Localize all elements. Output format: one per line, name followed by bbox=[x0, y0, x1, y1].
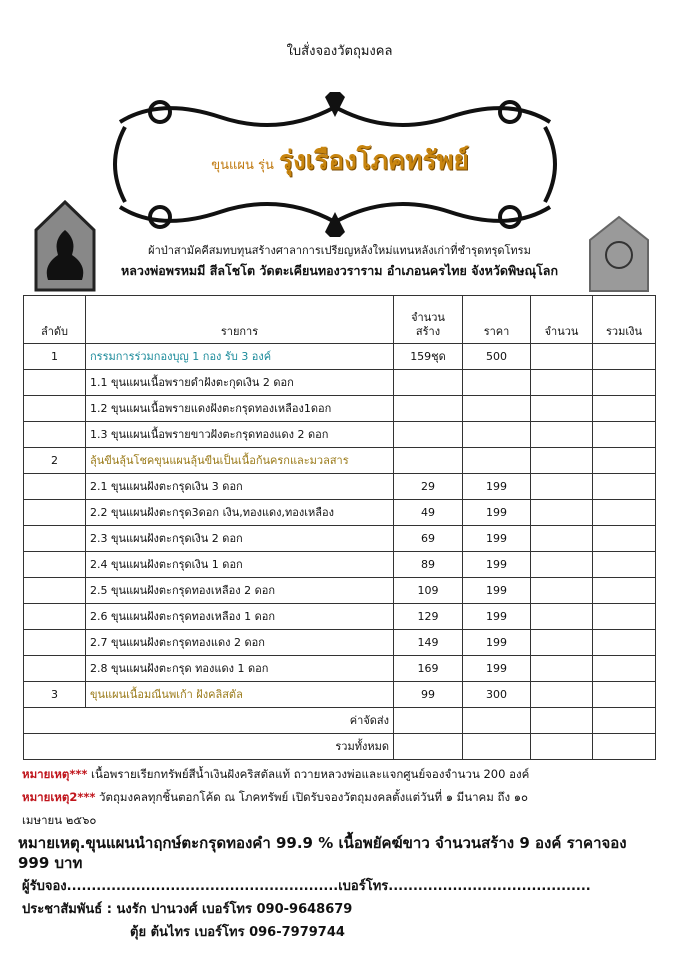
row-built bbox=[394, 448, 463, 474]
row-item: 2.4 ขุนแผนฝังตะกรุดเงิน 1 ดอก bbox=[86, 552, 394, 578]
row-price: 199 bbox=[463, 578, 531, 604]
row-qty-cell[interactable] bbox=[531, 552, 593, 578]
table-row bbox=[24, 422, 656, 448]
table-row bbox=[24, 344, 656, 370]
banner-prefix: ขุนแผน รุ่น bbox=[211, 158, 274, 173]
row-item: 2.1 ขุนแผนฝังตะกรุดเงิน 3 ดอก bbox=[86, 474, 394, 500]
grand-total-cell[interactable] bbox=[593, 734, 656, 760]
row-price: 300 bbox=[463, 682, 531, 708]
row-no bbox=[24, 370, 86, 396]
table-row bbox=[24, 500, 656, 526]
note-1-label: หมายเหตุ*** bbox=[22, 767, 88, 781]
row-item: 1.2 ขุนแผนเนื้อพรายแดงฝังตะกรุดทองเหลือง1ดอก bbox=[86, 396, 394, 422]
row-total-cell[interactable] bbox=[593, 578, 656, 604]
row-no bbox=[24, 604, 86, 630]
contact-2: ตุ้ย ต้นไทร เบอร์โทร 096-7979744 bbox=[130, 925, 345, 940]
row-item: 2.5 ขุนแผนฝังตะกรุดทองเหลือง 2 ดอก bbox=[86, 578, 394, 604]
order-table bbox=[23, 295, 656, 760]
row-built: 129 bbox=[394, 604, 463, 630]
booker-line: ผู้รับจอง.......................................................เบอร์โทร......................................... bbox=[22, 879, 591, 894]
shipping-qty-cell[interactable] bbox=[531, 708, 593, 734]
banner-title bbox=[130, 140, 550, 181]
row-total-cell[interactable] bbox=[593, 604, 656, 630]
row-total-cell[interactable] bbox=[593, 682, 656, 708]
table-row bbox=[24, 578, 656, 604]
row-qty-cell[interactable] bbox=[531, 604, 593, 630]
shipping-total-cell[interactable] bbox=[593, 708, 656, 734]
row-no bbox=[24, 474, 86, 500]
header-built-line1: จำนวน bbox=[411, 311, 445, 324]
row-total-cell[interactable] bbox=[593, 656, 656, 682]
row-qty-cell[interactable] bbox=[531, 474, 593, 500]
row-built: 169 bbox=[394, 656, 463, 682]
note-1-text: เนื้อพรายเรียกทรัพย์สีน้ำเงินฝังคริสตัลแท้ ถวายหลวงพ่อและแจกศูนย์จองจำนวน 200 องค์ bbox=[87, 767, 530, 781]
note-2-label: หมายเหตุ2*** bbox=[22, 790, 96, 804]
shipping-row bbox=[24, 708, 656, 734]
row-price: 199 bbox=[463, 604, 531, 630]
header-qty: จำนวน bbox=[531, 296, 593, 344]
row-no bbox=[24, 422, 86, 448]
row-total-cell[interactable] bbox=[593, 500, 656, 526]
row-item: ลุ้นขีนลุ้นโชคขุนแผนลุ้นขีนเป็นเนื้อก้นครกและมวลสาร bbox=[86, 448, 394, 474]
row-price: 199 bbox=[463, 500, 531, 526]
row-total-cell[interactable] bbox=[593, 422, 656, 448]
row-qty-cell[interactable] bbox=[531, 448, 593, 474]
row-item: กรรมการร่วมกองบุญ 1 กอง รับ 3 องค์ bbox=[86, 344, 394, 370]
table-header bbox=[24, 296, 656, 344]
row-item: 1.1 ขุนแผนเนื้อพรายดำฝังตะกุดเงิน 2 ดอก bbox=[86, 370, 394, 396]
row-price: 199 bbox=[463, 474, 531, 500]
row-built: 69 bbox=[394, 526, 463, 552]
banner-name: รุ่งเรืองโภคทรัพย์ bbox=[278, 146, 469, 176]
row-total-cell[interactable] bbox=[593, 630, 656, 656]
row-built: 89 bbox=[394, 552, 463, 578]
row-total-cell[interactable] bbox=[593, 396, 656, 422]
header-price: ราคา bbox=[463, 296, 531, 344]
note-2 bbox=[22, 789, 661, 806]
note-2-text: วัตถุมงคลทุกชิ้นตอกโค้ด ณ โภคทรัพย์ เปิดรับจองวัตถุมงคลตั้งแต่วันที่ ๑ มีนาคม ถึง ๑๐ bbox=[95, 790, 529, 804]
grand-total-qty-cell[interactable] bbox=[531, 734, 593, 760]
table-row bbox=[24, 656, 656, 682]
row-no bbox=[24, 630, 86, 656]
table-row bbox=[24, 526, 656, 552]
row-qty-cell[interactable] bbox=[531, 422, 593, 448]
header-item: รายการ bbox=[86, 296, 394, 344]
row-price: 199 bbox=[463, 630, 531, 656]
row-item: 2.6 ขุนแผนฝังตะกรุดทองเหลือง 1 ดอก bbox=[86, 604, 394, 630]
row-built: 159ชุด bbox=[394, 344, 463, 370]
table-row bbox=[24, 630, 656, 656]
document-title: ใบสั่งจองวัตถุมงคล bbox=[286, 44, 393, 59]
row-built bbox=[394, 422, 463, 448]
note-3: หมายเหตุ.ขุนแผนนำฤกษ์ตะกรุดทองคำ 99.9 % เนื้อพยัคฆ์ขาว จำนวนสร้าง 9 องค์ ราคาจอง 999 บาท bbox=[18, 834, 627, 872]
row-price bbox=[463, 370, 531, 396]
row-item: 2.8 ขุนแผนฝังตะกรุด ทองแดง 1 ดอก bbox=[86, 656, 394, 682]
row-built: 149 bbox=[394, 630, 463, 656]
row-item: ขุนแผนเนื้อมณีนพเก้า ฝังคลิสตัล bbox=[86, 682, 394, 708]
row-qty-cell[interactable] bbox=[531, 500, 593, 526]
table-row bbox=[24, 474, 656, 500]
row-price bbox=[463, 396, 531, 422]
row-built: 29 bbox=[394, 474, 463, 500]
grand-total-row bbox=[24, 734, 656, 760]
row-no: 2 bbox=[24, 448, 86, 474]
subtitle-purpose: ผ้าป่าสามัคคีสมทบทุนสร้างศาลาการเปรียญหลังใหม่แทนหลังเก่าที่ชำรุดทรุดโทรม bbox=[148, 244, 531, 257]
row-total-cell[interactable] bbox=[593, 448, 656, 474]
table-row bbox=[24, 604, 656, 630]
contact-1: ประชาสัมพันธ์ : นงรัก ปานวงศ์ เบอร์โทร 090-9648679 bbox=[22, 902, 353, 917]
grand-total-label: รวมทั้งหมด bbox=[24, 734, 394, 760]
row-qty-cell[interactable] bbox=[531, 526, 593, 552]
row-built: 99 bbox=[394, 682, 463, 708]
row-item: 2.7 ขุนแผนฝังตะกรุดทองแดง 2 ดอก bbox=[86, 630, 394, 656]
row-qty-cell[interactable] bbox=[531, 578, 593, 604]
row-price: 500 bbox=[463, 344, 531, 370]
row-no: 1 bbox=[24, 344, 86, 370]
row-item: 1.3 ขุนแผนเนื้อพรายขาวฝังตะกรุดทองแดง 2 ดอก bbox=[86, 422, 394, 448]
table-row bbox=[24, 448, 656, 474]
table-row bbox=[24, 396, 656, 422]
row-total-cell[interactable] bbox=[593, 474, 656, 500]
row-no bbox=[24, 552, 86, 578]
row-no bbox=[24, 526, 86, 552]
row-qty-cell[interactable] bbox=[531, 630, 593, 656]
subtitle-temple: หลวงพ่อพรหมมี สีลโชโต วัดตะเคียนทองวราราม อำเภอนครไทย จังหวัดพิษณุโลก bbox=[120, 263, 559, 278]
document-body bbox=[18, 243, 661, 942]
row-price bbox=[463, 422, 531, 448]
note-1 bbox=[22, 766, 661, 783]
table-row bbox=[24, 552, 656, 578]
row-price bbox=[463, 448, 531, 474]
row-total-cell[interactable] bbox=[593, 526, 656, 552]
row-no bbox=[24, 656, 86, 682]
row-item: 2.3 ขุนแผนฝังตะกรุดเงิน 2 ดอก bbox=[86, 526, 394, 552]
row-item: 2.2 ขุนแผนฝังตะกรุด3ดอก เงิน,ทองแดง,ทองเหลือง bbox=[86, 500, 394, 526]
row-total-cell[interactable] bbox=[593, 344, 656, 370]
row-no: 3 bbox=[24, 682, 86, 708]
row-qty-cell[interactable] bbox=[531, 344, 593, 370]
row-total-cell[interactable] bbox=[593, 370, 656, 396]
row-no bbox=[24, 500, 86, 526]
row-price: 199 bbox=[463, 656, 531, 682]
row-no bbox=[24, 578, 86, 604]
row-qty-cell[interactable] bbox=[531, 682, 593, 708]
note-2-continued: เมษายน ๒๕๖๐ bbox=[22, 813, 97, 827]
header-total: รวมเงิน bbox=[593, 296, 656, 344]
row-qty-cell[interactable] bbox=[531, 656, 593, 682]
row-qty-cell[interactable] bbox=[531, 396, 593, 422]
table-row bbox=[24, 682, 656, 708]
row-price: 199 bbox=[463, 526, 531, 552]
header-built-line2: สร้าง bbox=[415, 325, 441, 338]
header-built bbox=[394, 296, 463, 344]
row-no bbox=[24, 396, 86, 422]
row-total-cell[interactable] bbox=[593, 552, 656, 578]
shipping-label: ค่าจัดส่ง bbox=[24, 708, 394, 734]
row-qty-cell[interactable] bbox=[531, 370, 593, 396]
table-row bbox=[24, 370, 656, 396]
header-no: ลำดับ bbox=[24, 296, 86, 344]
row-built bbox=[394, 370, 463, 396]
row-price: 199 bbox=[463, 552, 531, 578]
row-built: 109 bbox=[394, 578, 463, 604]
row-built bbox=[394, 396, 463, 422]
row-built: 49 bbox=[394, 500, 463, 526]
